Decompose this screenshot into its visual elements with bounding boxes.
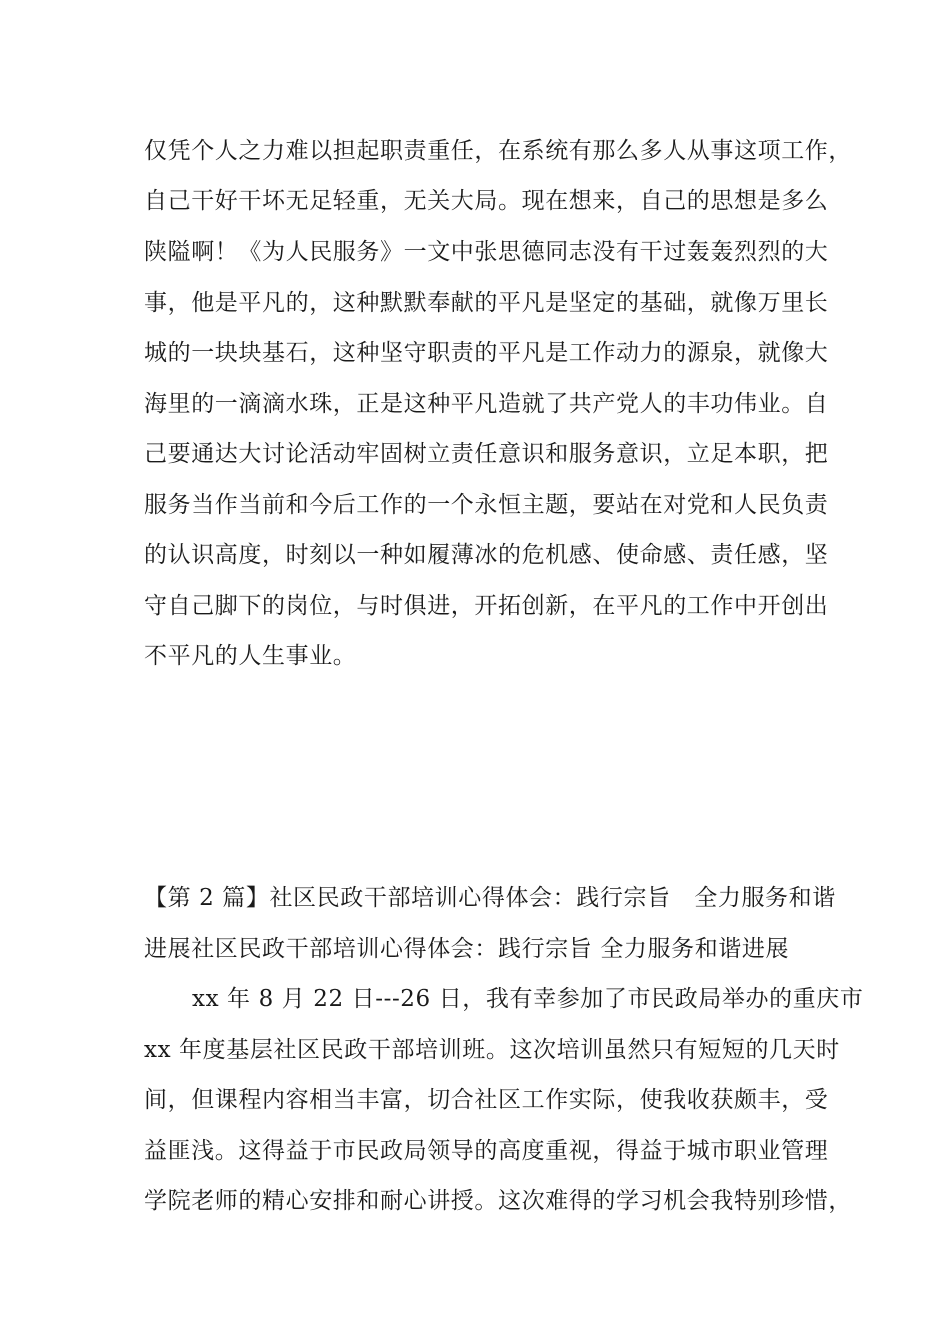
paragraph-line: 间，但课程内容相当丰富，切合社区工作实际，使我收获颇丰，受 — [144, 1087, 829, 1113]
paragraph-line: 服务当作当前和今后工作的一个永恒主题，要站在对党和人民负责 — [144, 492, 829, 518]
paragraph-line: 的认识高度，时刻以一种如履薄冰的危机感、使命感、责任感，坚 — [144, 542, 829, 568]
paragraph-line: 自己干好干坏无足轻重，无关大局。现在想来，自己的思想是多么 — [144, 188, 829, 214]
section-heading: 【第 2 篇】社区民政干部培训心得体会：践行宗旨 全力服务和谐 — [144, 885, 836, 911]
paragraph-line: 城的一块块基石，这种坚守职责的平凡是工作动力的源泉，就像大 — [144, 340, 829, 366]
paragraph-line: 不平凡的人生事业。 — [144, 643, 357, 669]
paragraph-line: xx 年度基层社区民政干部培训班。这次培训虽然只有短短的几天时 — [144, 1037, 840, 1063]
paragraph-line: 学院老师的精心安排和耐心讲授。这次难得的学习机会我特别珍惜， — [144, 1188, 852, 1214]
section-heading: 进展社区民政干部培训心得体会：践行宗旨 全力服务和谐进展 — [144, 936, 790, 962]
paragraph-line: 益匪浅。这得益于市民政局领导的高度重视，得益于城市职业管理 — [144, 1138, 829, 1164]
paragraph-line: 事，他是平凡的，这种默默奉献的平凡是坚定的基础，就像万里长 — [144, 290, 829, 316]
paragraph-line: 己要通达大讨论活动牢固树立责任意识和服务意识，立足本职，把 — [144, 441, 829, 467]
paragraph-line: 海里的一滴滴水珠，正是这种平凡造就了共产党人的丰功伟业。自 — [144, 391, 829, 417]
paragraph-line: 守自己脚下的岗位，与时俱进，开拓创新，在平凡的工作中开创出 — [144, 593, 829, 619]
paragraph-line: 陕隘啊！《为人民服务》一文中张思德同志没有干过轰轰烈烈的大 — [144, 239, 829, 265]
paragraph-line: 仅凭个人之力难以担起职责重任，在系统有那么多人从事这项工作， — [144, 138, 852, 164]
paragraph-line: xx 年 8 月 22 日---26 日，我有幸参加了市民政局举办的重庆市 — [192, 986, 864, 1012]
